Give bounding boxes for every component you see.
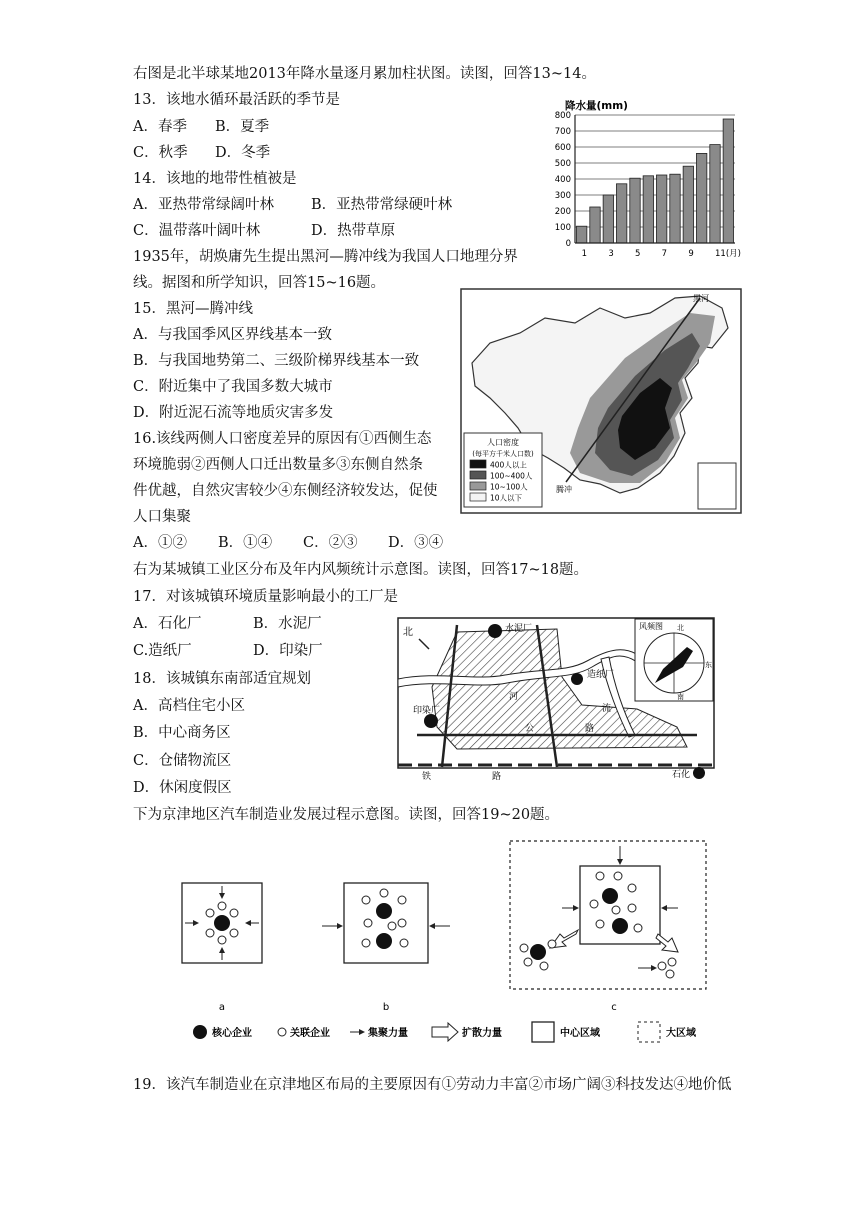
panel-c-label: c xyxy=(611,1002,617,1013)
legend-center-area: 中心区域 xyxy=(560,1028,600,1039)
q17-d: D．印染厂 xyxy=(253,643,323,659)
q13-b: B．夏季 xyxy=(215,119,270,135)
q18-a: A．高档住宅小区 xyxy=(133,698,245,714)
q18-b: B．中心商务区 xyxy=(133,725,231,741)
paper-factory-marker xyxy=(571,673,583,685)
petro-label: 石化 xyxy=(672,770,691,780)
panel-a-label: a xyxy=(218,1002,226,1013)
precipitation-chart xyxy=(545,95,745,270)
panel-b xyxy=(322,883,450,1013)
chart-bar xyxy=(656,175,666,243)
q14-a: A．亚热带常绿阔叶林 xyxy=(133,197,274,213)
wind-north: 北 xyxy=(677,624,684,632)
chart-bar xyxy=(723,119,733,243)
chart-ytick-label: 300 xyxy=(554,191,571,201)
chart-ytick-label: 100 xyxy=(554,223,571,233)
auto-legend xyxy=(193,1022,697,1042)
legend-label: 10人以下 xyxy=(490,493,523,503)
chart-ytick-label: 500 xyxy=(554,159,571,169)
q16-stem-3: 件优越，自然灾害较少④东侧经济较发达，促使 xyxy=(133,483,438,499)
chart-ytick-label: 700 xyxy=(554,127,571,137)
q15-a: A．与我国季风区界线基本一致 xyxy=(133,327,332,343)
tengchong-label: 腾冲 xyxy=(556,485,572,494)
chart-bar xyxy=(616,184,626,243)
panel-b-label: b xyxy=(382,1002,390,1013)
q13-c: C．秋季 xyxy=(133,145,188,161)
river-label-1: 河 xyxy=(509,692,519,702)
legend-core: 核心企业 xyxy=(212,1028,252,1039)
q16-c: C．②③ xyxy=(303,535,358,551)
dye-factory-label: 印染厂 xyxy=(413,706,441,716)
chart-bar xyxy=(630,178,640,243)
chart-bar xyxy=(670,174,680,243)
q14-stem: 14．该地的地带性植被是 xyxy=(133,171,297,187)
intro-17: 右为某城镇工业区分布及年内风频统计示意图。读图，回答17~18题。 xyxy=(133,562,589,578)
q15-stem: 15．黑河—腾冲线 xyxy=(133,301,253,317)
legend-swatch xyxy=(470,482,486,490)
q19-stem: 19．该汽车制造业在京津地区布局的主要原因有①劳动力丰富②市场广阔③科技发达④地价低 xyxy=(133,1077,732,1093)
q17-stem: 17．对该城镇环境质量影响最小的工厂是 xyxy=(133,589,398,605)
wind-south: 南 xyxy=(677,693,684,701)
petro-factory-marker xyxy=(693,767,705,779)
chart-bar xyxy=(643,176,653,243)
q13-a: A．春季 xyxy=(133,119,187,135)
chart-bars xyxy=(576,119,733,243)
legend-swatch xyxy=(470,471,486,479)
chart-xtick-label: 11(月) xyxy=(715,249,741,259)
rail-label-2: 路 xyxy=(492,772,502,782)
legend-label: 100~400人 xyxy=(490,471,533,481)
intro-13: 右图是北半球某地2013年降水量逐月累加柱状图。读图，回答13~14。 xyxy=(133,66,596,82)
paper-factory-label: 造纸厂 xyxy=(587,670,615,680)
chart-xtick-label: 5 xyxy=(635,249,641,259)
q16-stem-2: 环境脆弱②西侧人口迁出数量多③东侧自然条 xyxy=(133,457,423,473)
q14-options-ab xyxy=(133,195,452,215)
q16-stem-1: 16.该线两侧人口密度差异的原因有①西侧生态 xyxy=(133,431,432,447)
wind-east: 东 xyxy=(705,661,712,669)
chart-ytick-label: 800 xyxy=(554,111,571,121)
q17-options-ab xyxy=(133,614,322,634)
q17-a: A．石化厂 xyxy=(133,616,202,632)
north-label: 北 xyxy=(403,627,413,638)
q13-d: D．冬季 xyxy=(215,145,271,161)
q15-d: D．附近泥石流等地质灾害多发 xyxy=(133,405,334,421)
chart-xtick-label: 3 xyxy=(608,249,614,259)
legend-agglomeration: 集聚力量 xyxy=(368,1028,408,1039)
q14-b: B．亚热带常绿硬叶林 xyxy=(311,197,453,213)
q17-b: B．水泥厂 xyxy=(253,616,322,632)
q18-stem: 18．该城镇东南部适宜规划 xyxy=(133,671,311,687)
chart-bar xyxy=(576,226,586,243)
legend-label: 10~100人 xyxy=(490,482,528,492)
auto-industry-diagram xyxy=(170,838,730,1048)
intro-15-line2: 线。据图和所学知识，回答15~16题。 xyxy=(133,275,386,291)
q15-b: B．与我国地势第二、三级阶梯界线基本一致 xyxy=(133,353,420,369)
map-inset xyxy=(698,463,736,509)
q16-a: A．①② xyxy=(133,535,187,551)
intro-15-line1: 1935年，胡焕庸先生提出黑河—腾冲线为我国人口地理分界 xyxy=(133,249,518,265)
dye-factory-marker xyxy=(424,714,438,728)
town-industrial-map xyxy=(397,617,715,783)
legend-large-area: 大区域 xyxy=(666,1028,696,1039)
chart-xtick-label: 9 xyxy=(688,249,694,259)
legend-swatch xyxy=(470,460,486,468)
chart-bar xyxy=(683,166,693,243)
q13-options-ab xyxy=(133,117,269,137)
chart-ytick-label: 0 xyxy=(565,239,571,249)
legend-title: 人口密度 xyxy=(487,438,519,447)
cement-factory-label: 水泥厂 xyxy=(505,624,533,634)
rail-label-1: 铁 xyxy=(422,772,432,782)
legend-label: 400人以上 xyxy=(490,460,527,470)
chart-xtick-label: 7 xyxy=(661,249,668,259)
q16-stem-4: 人口集聚 xyxy=(133,509,191,525)
q13-options-cd xyxy=(133,143,270,163)
cement-factory-marker xyxy=(488,624,502,638)
china-population-map xyxy=(460,288,742,514)
legend-related: 关联企业 xyxy=(290,1028,330,1039)
chart-ytick-label: 200 xyxy=(554,207,571,217)
heihe-label: 黑河 xyxy=(693,294,709,303)
q14-c: C．温带落叶阔叶林 xyxy=(133,223,261,239)
chart-xtick-label: 1 xyxy=(581,249,588,259)
panel-a xyxy=(182,883,262,1013)
chart-bar xyxy=(710,145,720,243)
q16-d: D．③④ xyxy=(388,535,444,551)
legend-unit: (每平方千米人口数) xyxy=(472,450,534,458)
chart-bar xyxy=(696,153,706,243)
chart-ytick-label: 400 xyxy=(554,175,571,185)
wind-title: 风频图 xyxy=(639,622,663,631)
road-label-1: 公 xyxy=(525,724,535,734)
intro-19: 下为京津地区汽车制造业发展过程示意图。读图，回答19~20题。 xyxy=(133,807,560,823)
road-label-2: 路 xyxy=(585,724,595,734)
q14-options-cd xyxy=(133,221,395,241)
chart-yticks xyxy=(555,111,571,249)
q18-c: C．仓储物流区 xyxy=(133,753,232,769)
legend-swatch xyxy=(470,493,486,501)
q13-stem: 13．该地水循环最活跃的季节是 xyxy=(133,92,340,108)
legend-diffusion: 扩散力量 xyxy=(462,1028,502,1039)
river-label-2: 流 xyxy=(602,704,612,714)
chart-ylabel: 降水量(mm) xyxy=(565,100,628,112)
chart-xticks xyxy=(582,249,741,259)
q15-c: C．附近集中了我国多数大城市 xyxy=(133,379,333,395)
q14-d: D．热带草原 xyxy=(311,223,396,239)
q17-options-cd xyxy=(133,641,323,661)
q17-c: C.造纸厂 xyxy=(133,643,192,659)
q18-d: D．休闲度假区 xyxy=(133,780,232,796)
chart-bar xyxy=(603,195,613,243)
q16-options xyxy=(133,533,443,553)
chart-bar xyxy=(590,207,600,243)
panel-c xyxy=(510,841,706,1013)
q16-b: B．①④ xyxy=(218,535,273,551)
chart-ytick-label: 600 xyxy=(554,143,571,153)
